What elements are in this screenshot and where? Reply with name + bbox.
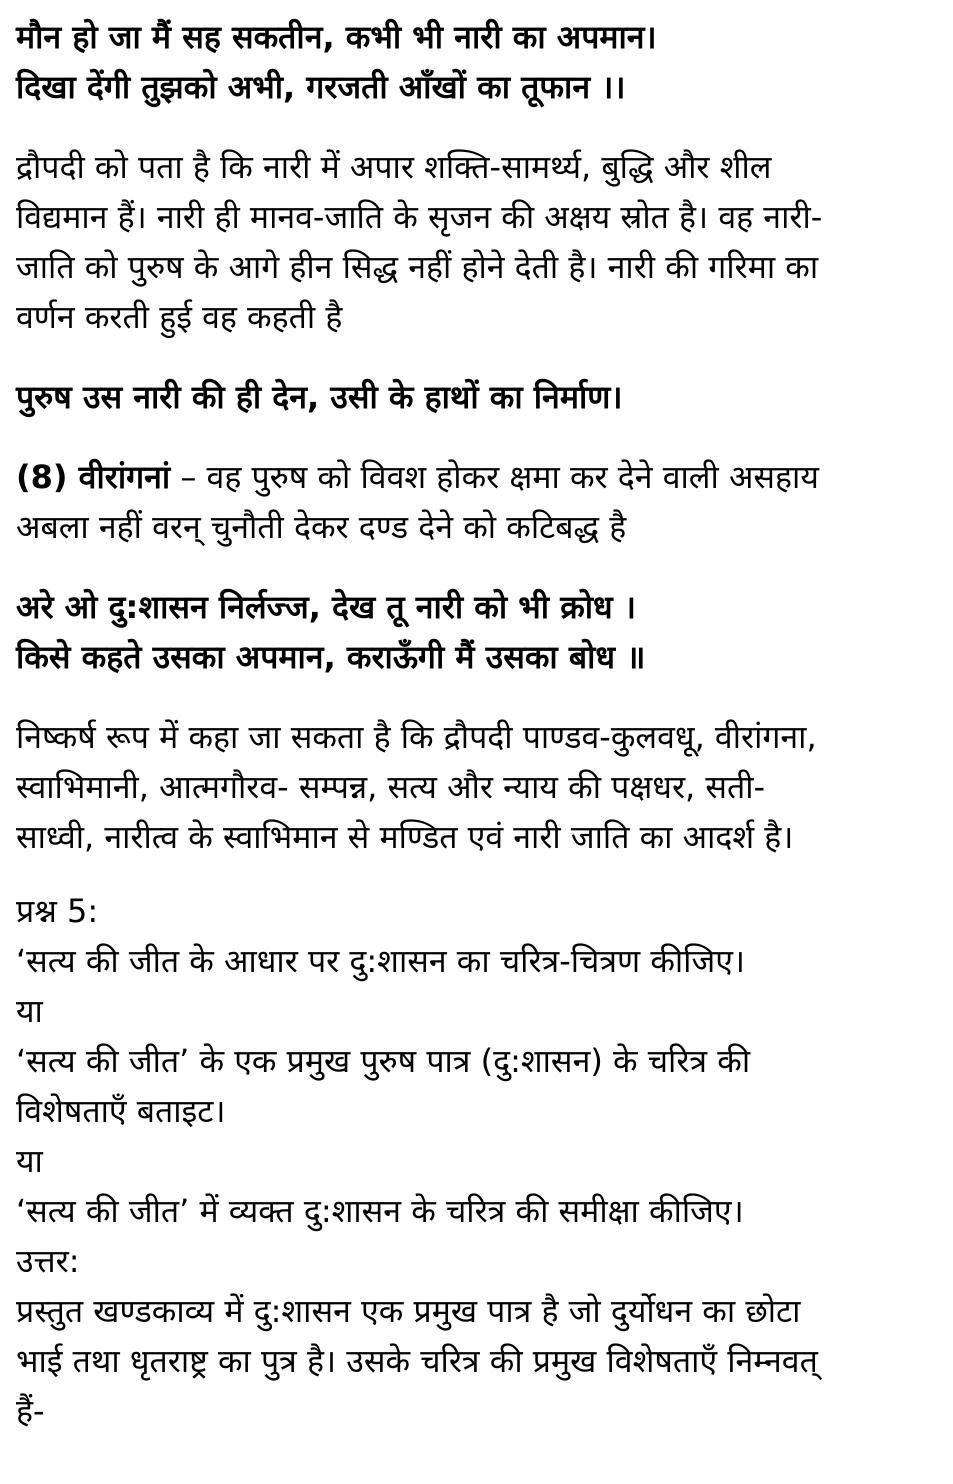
verse-line: किसे कहते उसका अपमान, कराऊँगी मैं उसका बोध ॥ xyxy=(16,638,646,676)
question-text: ‘सत्य की जीत के आधार पर दु:शासन का चरित्र-चित्रण कीजिए। xyxy=(16,942,746,980)
or-separator: या xyxy=(16,992,43,1030)
paragraph-draupadi-strength xyxy=(16,142,941,342)
answer-label: उत्तर: xyxy=(16,1242,80,1280)
question-text: ‘सत्य की जीत’ में व्यक्त दु:शासन के चरित्र की समीक्षा कीजिए। xyxy=(16,1192,744,1230)
verse-block-2 xyxy=(16,372,941,422)
document-page xyxy=(16,12,941,1436)
verse-line: पुरुष उस नारी की ही देन, उसी के हाथों का निर्माण। xyxy=(16,378,623,416)
answer-line: भाई तथा धृतराष्ट्र का पुत्र है। उसके चरित्र की प्रमुख विशेषताएँ निम्नवत् xyxy=(16,1342,818,1380)
answer-line: प्रस्तुत खण्डकाव्य में दु:शासन एक प्रमुख पात्र है जो दुर्योधन का छोटा xyxy=(16,1292,801,1330)
paragraph-line: विद्यमान हैं। नारी ही मानव-जाति के सृजन की अक्षय स्रोत है। वह नारी- xyxy=(16,198,823,236)
question-text: ‘सत्य की जीत’ के एक प्रमुख पुरुष पात्र (दु:शासन) के चरित्र की xyxy=(16,1042,751,1080)
point-8-virangana xyxy=(16,452,941,552)
point-line: अबला नहीं वरन् चुनौती देकर दण्ड देने को कटिबद्ध है xyxy=(16,508,627,546)
answer-line: हैं- xyxy=(16,1392,45,1430)
question-label: प्रश्न 5: xyxy=(16,892,99,930)
point-text: – वह पुरुष को विवश होकर क्षमा कर देने वाली असहाय xyxy=(170,458,819,496)
question-5-block xyxy=(16,886,941,1436)
paragraph-line: निष्कर्ष रूप में कहा जा सकता है कि द्रौपदी पाण्डव-कुलवधू, वीरांगना, xyxy=(16,718,817,756)
verse-line: अरे ओ दु:शासन निर्लज्ज, देख तू नारी को भी क्रोध । xyxy=(16,588,637,626)
verse-block-3 xyxy=(16,582,941,682)
question-text: विशेषताएँ बताइट। xyxy=(16,1092,226,1130)
paragraph-line: द्रौपदी को पता है कि नारी में अपार शक्ति-सामर्थ्य, बुद्धि और शील xyxy=(16,148,772,186)
paragraph-line: वर्णन करती हुई वह कहती है xyxy=(16,298,343,336)
paragraph-line: जाति को पुरुष के आगे हीन सिद्ध नहीं होने देती है। नारी की गरिमा का xyxy=(16,248,819,286)
conclusion-paragraph xyxy=(16,712,941,862)
paragraph-line: साध्वी, नारीत्व के स्वाभिमान से मण्डित एवं नारी जाति का आदर्श है। xyxy=(16,818,794,856)
or-separator: या xyxy=(16,1142,43,1180)
verse-line: दिखा देंगी तुझको अभी, गरजती आँखों का तूफान ।। xyxy=(16,68,626,106)
point-heading: (8) वीरांगनां xyxy=(16,458,171,496)
paragraph-line: स्वाभिमानी, आत्मगौरव- सम्पन्न, सत्य और न्याय की पक्षधर, सती- xyxy=(16,768,766,806)
point-line xyxy=(16,452,941,502)
verse-block-1 xyxy=(16,12,941,112)
verse-line: मौन हो जा मैं सह सकतीन, कभी भी नारी का अपमान। xyxy=(16,18,657,56)
